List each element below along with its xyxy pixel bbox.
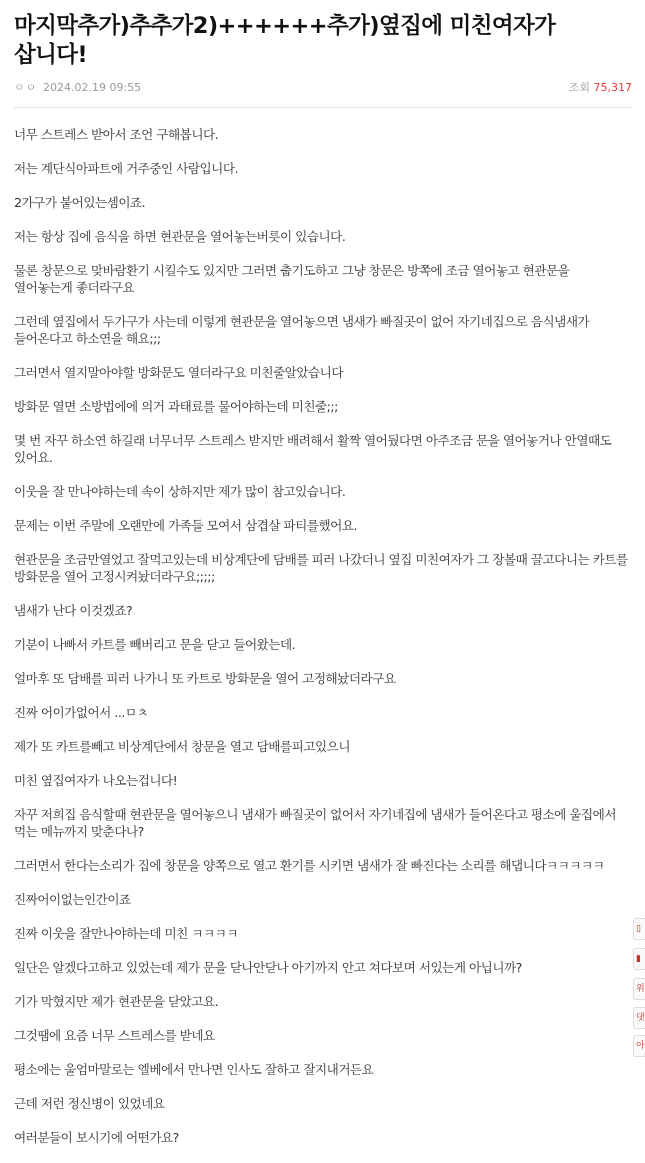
body-paragraph: 그러면서 열지말아야할 방화문도 열더라구요 미친줄알았습니다 (14, 365, 343, 380)
body-paragraph: 현관문을 조금만열었고 잘먹고있는데 비상계단에 담배를 피러 나갔더니 옆집 미친여자가 그 장볼때 끌고다니는 카트를 방화문을 열어 고정시켜놨더라구요;;;;; (14, 552, 628, 584)
body-paragraph: 자꾸 저희집 음식할때 현관문을 열어놓으니 냄새가 빠질곳이 없어서 자기네집에 냄새가 들어온다고 평소에 울집에서 먹는 메뉴까지 맞춘다나? (14, 807, 616, 839)
up-icon[interactable]: 위 (633, 978, 645, 1000)
view-count (569, 80, 632, 96)
comment-icon[interactable]: 댓 (633, 1007, 645, 1029)
body-paragraph: 그러면서 한다는소리가 집에 창문을 양쪽으로 열고 환기를 시키면 냄새가 잘 빠진다는 소리를 해댑니다ㅋㅋㅋㅋㅋ (14, 858, 605, 873)
post-body (14, 126, 631, 1163)
post-title: 마지막추가)추추가2)++++++추가)옆집에 미친여자가 삽니다! (14, 13, 556, 68)
body-paragraph: 냄새가 난다 이것겠죠? (14, 603, 133, 618)
body-paragraph: 기가 막혔지만 제가 현관문을 닫았고요. (14, 994, 219, 1009)
view-count-label: 조회 (568, 81, 590, 94)
down-icon[interactable]: 아 (633, 1035, 645, 1057)
author-name[interactable]: ㅇㅇ (14, 81, 38, 94)
body-paragraph: 일단은 알겠다고하고 있었는데 제가 문을 닫나안닫나 아기까지 안고 쳐다보며 서있는게 아닙니까? (14, 960, 522, 975)
body-paragraph: 평소에는 울엄마말로는 엘베에서 만나면 인사도 잘하고 잘지내거든요 (14, 1062, 374, 1077)
body-paragraph: 이웃을 잘 만나야하는데 속이 상하지만 제가 많이 참고있습니다. (14, 484, 346, 499)
bookmark-icon[interactable]: ▮ (633, 948, 645, 970)
body-paragraph: 진짜어이없는인간이죠 (14, 892, 131, 907)
body-paragraph: 2가구가 붙어있는셈이죠. (14, 195, 146, 210)
post-date: 2024.02.19 09:55 (43, 81, 142, 94)
body-paragraph: 물론 창문으로 맞바람환기 시킬수도 있지만 그러면 춥기도하고 그냥 창문은 방쪽에 조금 열어놓고 현관문을 열어놓는게 좋더라구요 (14, 263, 570, 295)
body-paragraph: 너무 스트레스 받아서 조언 구해봅니다. (14, 127, 219, 142)
body-paragraph: 진짜 어이가없어서 ...ㅁㅊ (14, 705, 149, 720)
post-meta (14, 80, 632, 96)
view-count-value: 75,317 (593, 81, 632, 94)
body-paragraph: 여러분들이 보시기에 어떤가요? (14, 1130, 179, 1145)
body-paragraph: 얼마후 또 담배를 피러 나가니 또 카트로 방화문을 열어 고정해놨더라구요 (14, 671, 396, 686)
body-paragraph: 제가 또 카트를빼고 비상계단에서 창문을 열고 담배를피고있으니 (14, 739, 350, 754)
body-paragraph: 그것땜에 요즘 너무 스트레스를 받네요 (14, 1028, 215, 1043)
body-paragraph: 문제는 이번 주말에 오랜만에 가족들 모여서 삼겹살 파티를했어요. (14, 518, 357, 533)
body-paragraph: 방화문 열면 소방법에에 의거 과태료를 물어야하는데 미친줄;;; (14, 399, 338, 414)
document-icon[interactable]: ▯ (633, 918, 645, 940)
body-paragraph: 저는 계단식아파트에 거주중인 사람입니다. (14, 161, 238, 176)
body-paragraph: 근데 저런 정신병이 있었네요 (14, 1096, 165, 1111)
body-paragraph: 그런데 옆집에서 두가구가 사는데 이렇게 현관문을 열어놓으면 냄새가 빠질곳이 없어 자기네집으로 음식냄새가 들어온다고 하소연을 해요;;; (14, 314, 590, 346)
body-paragraph: 저는 항상 집에 음식을 하면 현관문을 열어놓는버릇이 있습니다. (14, 229, 346, 244)
body-paragraph: 기분이 나빠서 카트를 빼버리고 문을 닫고 들어왔는데. (14, 637, 296, 652)
body-paragraph: 진짜 이웃을 잘만나야하는데 미친 ㅋㅋㅋㅋ (14, 926, 238, 941)
body-paragraph: 미친 옆집여자가 나오는겁니다! (14, 773, 178, 788)
title-divider (14, 107, 632, 108)
body-paragraph: 몇 번 자꾸 하소연 하길래 너무너무 스트레스 받지만 배려해서 활짝 열어뒀다면 아주조금 문을 열어놓거나 안열때도 있어요. (14, 433, 612, 465)
